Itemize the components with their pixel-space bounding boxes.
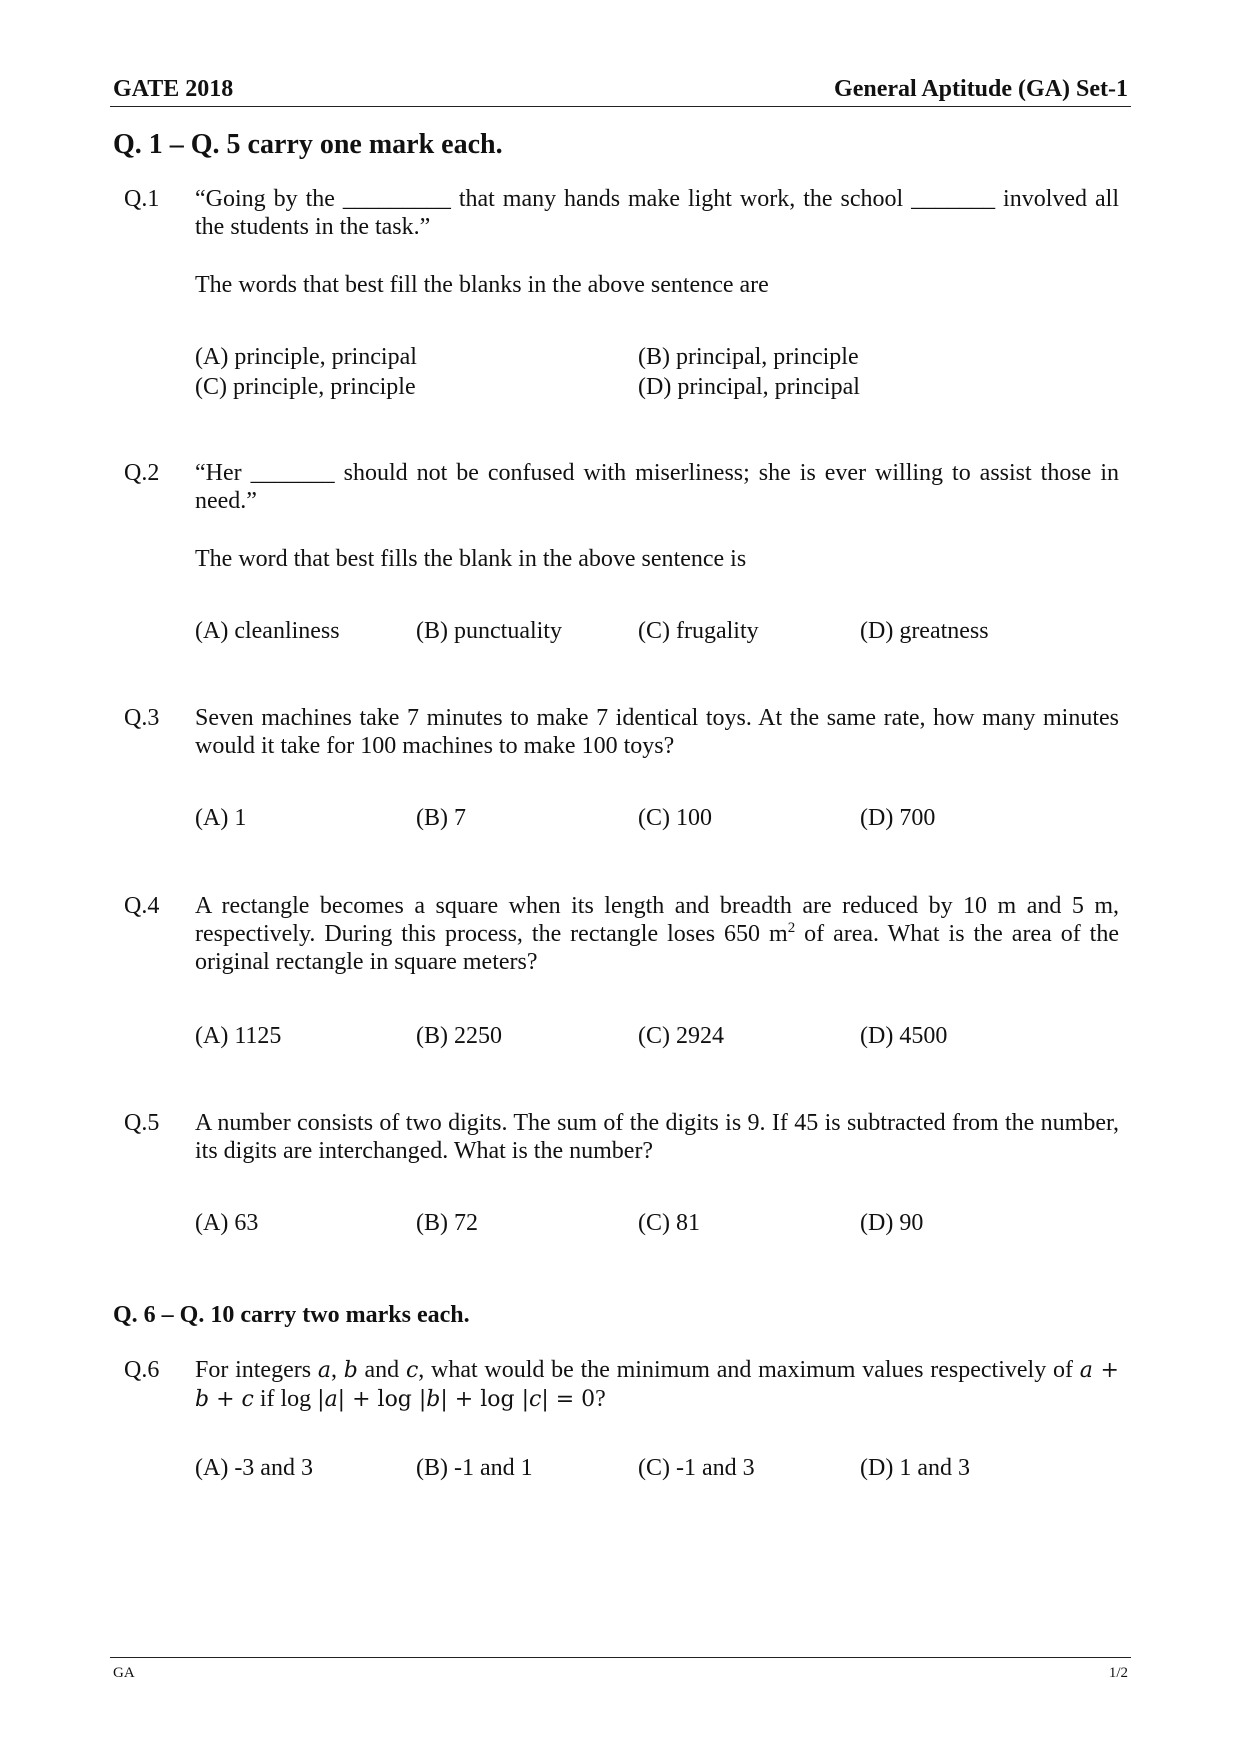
option-c: (C) 81	[638, 1210, 700, 1236]
text-part: For integers	[195, 1357, 318, 1383]
question-text: Seven machines take 7 minutes to make 7 identical toys. At the same rate, how many minutes would it take for 100 machines to make 100 toys?	[195, 705, 1119, 759]
option-b: (B) 2250	[416, 1023, 502, 1049]
text-part: ,	[330, 1357, 344, 1383]
math-equals: = 0	[548, 1387, 596, 1412]
question-number: Q.4	[124, 893, 160, 919]
option-b: (B) punctuality	[416, 618, 562, 644]
option-a: (A) 63	[195, 1210, 259, 1236]
option-c: (C) frugality	[638, 618, 759, 644]
option-c: (C) principle, principle	[195, 374, 416, 400]
option-c: (C) 100	[638, 805, 712, 831]
question-number: Q.6	[124, 1357, 160, 1383]
option-d: (D) greatness	[860, 618, 989, 644]
question-text-part: of area. What is the area of the original rectangle in square meters?	[195, 921, 1119, 975]
section-heading-two-marks: Q. 6 – Q. 10 carry two marks each.	[113, 1302, 470, 1328]
footer-subject: GA	[113, 1665, 135, 1681]
option-d: (D) 700	[860, 805, 936, 831]
question-text	[195, 1356, 1119, 1414]
text-part: , what would be the minimum and maximum values respectively of	[418, 1357, 1080, 1383]
question-prompt: The word that best fills the blank in the above sentence is	[195, 546, 747, 572]
header-paper-title: General Aptitude (GA) Set-1	[834, 76, 1128, 102]
question-prompt: The words that best fill the blanks in the above sentence are	[195, 272, 769, 298]
option-a: (A) -3 and 3	[195, 1455, 313, 1481]
option-d: (D) 1 and 3	[860, 1455, 970, 1481]
text-part: ?	[595, 1386, 606, 1412]
option-a: (A) 1125	[195, 1023, 282, 1049]
math-var-c: c	[405, 1358, 419, 1383]
option-a: (A) principle, principal	[195, 344, 417, 370]
question-text-part: A rectangle becomes a square when its length and breadth are reduced by 10 m and 5 m, respectively. During this process, the rectangle loses 650 m	[195, 893, 1119, 947]
question-number: Q.3	[124, 705, 160, 731]
option-b: (B) -1 and 1	[416, 1455, 533, 1481]
math-expression: a + b + c	[195, 1358, 1119, 1412]
math-operator: + log	[447, 1387, 522, 1412]
question-number: Q.2	[124, 460, 160, 486]
math-expression: |a|	[317, 1387, 346, 1412]
section-heading-one-mark: Q. 1 – Q. 5 carry one mark each.	[113, 129, 503, 160]
header-rule	[110, 106, 1131, 107]
option-d: (D) 4500	[860, 1023, 948, 1049]
text-part: if log	[253, 1386, 318, 1412]
option-a: (A) cleanliness	[195, 618, 340, 644]
option-c: (C) 2924	[638, 1023, 724, 1049]
option-b: (B) 72	[416, 1210, 478, 1236]
math-operator: + log	[345, 1387, 419, 1412]
math-var-a: a	[317, 1358, 331, 1383]
question-number: Q.1	[124, 186, 160, 212]
footer-rule	[110, 1657, 1131, 1658]
option-b: (B) 7	[416, 805, 466, 831]
math-expression: |b|	[418, 1387, 448, 1412]
option-d: (D) 90	[860, 1210, 924, 1236]
question-text	[195, 892, 1119, 976]
header-exam-title: GATE 2018	[113, 76, 234, 102]
question-number: Q.5	[124, 1110, 160, 1136]
question-text: A number consists of two digits. The sum of the digits is 9. If 45 is subtracted from the number, its digits are interchanged. What is the number?	[195, 1110, 1119, 1164]
text-part: and	[357, 1357, 406, 1383]
question-text: “Her _______ should not be confused with miserliness; she is ever willing to assist those in need.”	[195, 460, 1119, 514]
option-d: (D) principal, principal	[638, 374, 860, 400]
option-a: (A) 1	[195, 805, 247, 831]
option-b: (B) principal, principle	[638, 344, 859, 370]
math-expression: |c|	[521, 1387, 549, 1412]
question-text: “Going by the _________ that many hands make light work, the school _______ involved all the students in the task.”	[195, 186, 1119, 240]
superscript: 2	[787, 920, 796, 936]
math-var-b: b	[343, 1358, 358, 1383]
page-number: 1/2	[1108, 1665, 1128, 1681]
option-c: (C) -1 and 3	[638, 1455, 755, 1481]
